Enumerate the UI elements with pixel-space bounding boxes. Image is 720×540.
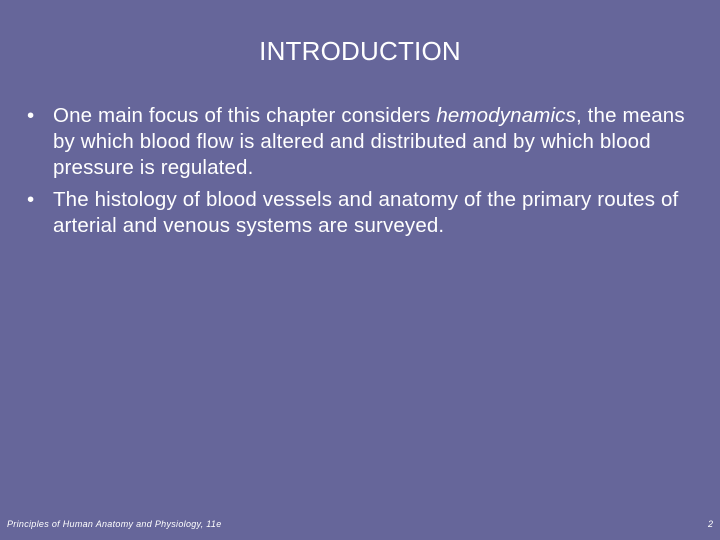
bullet-list	[24, 103, 704, 245]
bullet-item-histology	[24, 187, 704, 239]
footer-page-number: 2	[707, 519, 713, 529]
bullet-icon: •	[27, 188, 35, 211]
footer-book-title: Principles of Human Anatomy and Physiology, 11e	[7, 519, 222, 529]
bullet-icon: •	[27, 104, 35, 127]
bullet-text-end: , the means by which blood flow is altered and distributed and by which blood pressure is regulated.	[53, 104, 685, 179]
bullet-text: The histology of blood vessels and anatomy of the primary routes of arterial and venous systems are surveyed.	[53, 188, 679, 237]
slide-title: INTRODUCTION	[259, 36, 461, 66]
bullet-item-hemodynamics	[24, 103, 704, 181]
bullet-emphasis: hemodynamics	[436, 104, 576, 127]
bullet-text-start: One main focus of this chapter considers	[53, 104, 437, 127]
